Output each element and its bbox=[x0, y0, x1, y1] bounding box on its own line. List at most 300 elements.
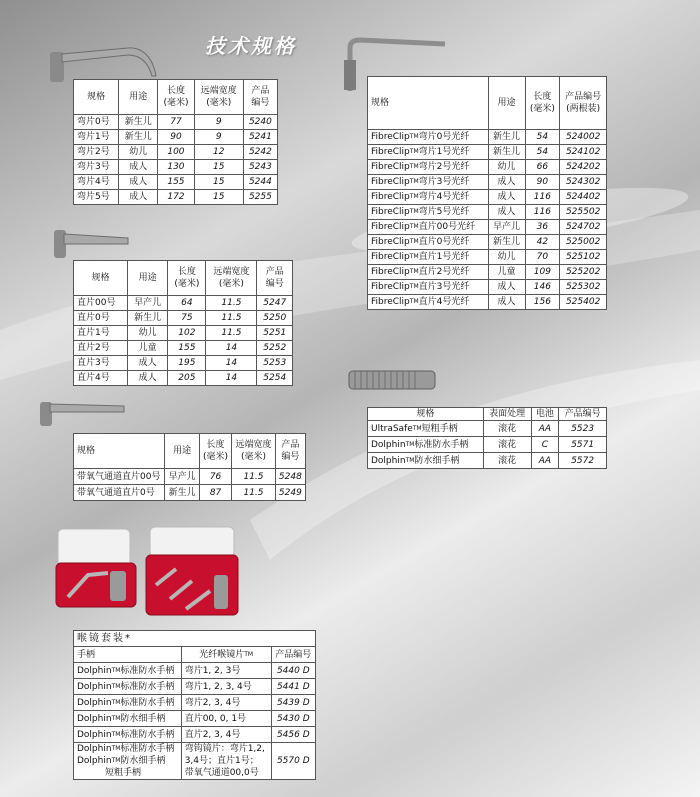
cell: 新生儿 bbox=[488, 145, 525, 160]
cell: 524302 bbox=[560, 175, 607, 190]
trademark-sup: TM bbox=[111, 682, 121, 690]
cell: 525102 bbox=[560, 250, 607, 265]
brand: FibreClip bbox=[371, 237, 410, 247]
page-title: 技术规格 bbox=[205, 34, 297, 58]
table-row bbox=[74, 371, 293, 386]
model: 直片3号光纤 bbox=[418, 282, 470, 292]
table-row bbox=[74, 115, 278, 130]
cell: 11.5 bbox=[206, 326, 257, 341]
cell: 带氧气通道直片00号 bbox=[74, 469, 165, 485]
brand: Dolphin bbox=[77, 744, 112, 754]
table-row bbox=[74, 296, 293, 311]
cell: 14 bbox=[206, 356, 257, 371]
column-header: 产品编号 bbox=[559, 408, 607, 421]
cell: 11.5 bbox=[206, 311, 257, 326]
cell: 5571 bbox=[559, 437, 607, 453]
trademark-sup: TM bbox=[409, 298, 419, 305]
kits-title: 喉镜套装* bbox=[74, 631, 316, 647]
straight-blades-table bbox=[73, 260, 293, 386]
table-row bbox=[74, 160, 278, 175]
cell: 弯片2号 bbox=[74, 145, 119, 160]
cell bbox=[368, 280, 489, 295]
column-header: 产品 编号 bbox=[257, 261, 293, 296]
trademark-sup: TM bbox=[409, 163, 419, 170]
model: 防水细手柄 bbox=[414, 455, 460, 466]
handle-text: 标准防水手柄 bbox=[120, 697, 175, 708]
cell: 42 bbox=[525, 235, 560, 250]
cell: 直片4号 bbox=[74, 371, 128, 386]
cell bbox=[368, 145, 489, 160]
column-header: 远端宽度 (毫米) bbox=[232, 434, 275, 469]
cell: 5249 bbox=[275, 485, 305, 501]
cell: 66 bbox=[525, 160, 560, 175]
trademark-sup: TM bbox=[409, 223, 419, 230]
brand: Dolphin bbox=[77, 665, 112, 676]
table-row bbox=[368, 421, 607, 437]
cell: 524002 bbox=[560, 130, 607, 145]
cell: 5250 bbox=[257, 311, 293, 326]
cell: 成人 bbox=[488, 175, 525, 190]
model: 直片0号光纤 bbox=[418, 237, 470, 247]
trademark-sup: TM bbox=[405, 440, 415, 448]
table-row bbox=[74, 679, 316, 695]
table-row bbox=[368, 437, 607, 453]
trademark-sup: TM bbox=[111, 666, 121, 674]
cell: C bbox=[531, 437, 559, 453]
table-row bbox=[74, 145, 278, 160]
cell: 5242 bbox=[243, 145, 277, 160]
curved-blades-table bbox=[73, 79, 278, 205]
brand: Dolphin bbox=[77, 713, 112, 724]
cell: 弯片4号 bbox=[74, 175, 119, 190]
table-row bbox=[74, 130, 278, 145]
model: 弯片0号光纤 bbox=[418, 132, 470, 142]
cell: 直片3号 bbox=[74, 356, 128, 371]
column-header: 规格 bbox=[74, 80, 119, 115]
cell: 新生儿 bbox=[127, 311, 167, 326]
cell bbox=[368, 421, 484, 437]
cell bbox=[368, 205, 489, 220]
column-header: 长度 (毫米) bbox=[525, 77, 560, 130]
cell: 90 bbox=[158, 130, 195, 145]
cell: 5251 bbox=[257, 326, 293, 341]
cell: 195 bbox=[168, 356, 206, 371]
column-header: 产品 编号 bbox=[275, 434, 305, 469]
cell: 5439 D bbox=[271, 695, 315, 711]
cell: 54 bbox=[525, 145, 560, 160]
trademark-sup: TM bbox=[111, 714, 121, 722]
cell: 525202 bbox=[560, 265, 607, 280]
trademark-sup: TM bbox=[111, 698, 121, 706]
table-header-row bbox=[74, 434, 306, 469]
cell: 直片1号 bbox=[74, 326, 128, 341]
cell-line: 短粗手柄 bbox=[105, 768, 142, 778]
cell: 15 bbox=[194, 160, 243, 175]
cell: 滚花 bbox=[483, 421, 531, 437]
cell: 弯片1, 2, 3号 bbox=[181, 663, 271, 679]
cell: 5441 D bbox=[271, 679, 315, 695]
cell bbox=[74, 711, 182, 727]
table-row bbox=[74, 356, 293, 371]
cell: 11.5 bbox=[232, 469, 275, 485]
brand: FibreClip bbox=[371, 297, 410, 307]
model: 弯片5号光纤 bbox=[418, 207, 470, 217]
cell: 75 bbox=[168, 311, 206, 326]
table-row bbox=[74, 743, 316, 780]
cell: 525002 bbox=[560, 235, 607, 250]
cell-line: 带氧气通道00,0号 bbox=[184, 768, 259, 778]
column-header: 手柄 bbox=[74, 647, 182, 663]
cell: 5248 bbox=[275, 469, 305, 485]
cell: 直片00号 bbox=[74, 296, 128, 311]
cell bbox=[368, 175, 489, 190]
column-header: 用途 bbox=[165, 434, 199, 469]
cell: 早产儿 bbox=[488, 220, 525, 235]
handle-text: 标准防水手柄 bbox=[120, 665, 175, 676]
column-header: 表面处理 bbox=[483, 408, 531, 421]
table-row bbox=[74, 341, 293, 356]
kits-title-row bbox=[74, 631, 316, 647]
column-header: 长度 (毫米) bbox=[158, 80, 195, 115]
cell: 幼儿 bbox=[488, 250, 525, 265]
cell: 成人 bbox=[127, 371, 167, 386]
cell: 早产儿 bbox=[165, 469, 199, 485]
cell bbox=[74, 743, 182, 780]
cell: 155 bbox=[158, 175, 195, 190]
cell: AA bbox=[531, 453, 559, 469]
table-row bbox=[368, 453, 607, 469]
trademark-sup: TM bbox=[409, 208, 419, 215]
brand: FibreClip bbox=[371, 267, 410, 277]
table-row bbox=[368, 220, 607, 235]
cell: 130 bbox=[158, 160, 195, 175]
cell: 116 bbox=[525, 190, 560, 205]
cell: 弯片3号 bbox=[74, 160, 119, 175]
column-header: 产品编号 bbox=[271, 647, 315, 663]
table-row bbox=[74, 485, 306, 501]
cell bbox=[74, 727, 182, 743]
cell: 新生儿 bbox=[488, 130, 525, 145]
cell: 滚花 bbox=[483, 453, 531, 469]
cell bbox=[368, 295, 489, 310]
cell: 弯片1号 bbox=[74, 130, 119, 145]
model: 弯片3号光纤 bbox=[418, 177, 470, 187]
cell bbox=[368, 190, 489, 205]
cell bbox=[368, 437, 484, 453]
cell: 77 bbox=[158, 115, 195, 130]
cell: 54 bbox=[525, 130, 560, 145]
cell: 5247 bbox=[257, 296, 293, 311]
trademark-sup: TM bbox=[409, 283, 419, 290]
cell: 5243 bbox=[243, 160, 277, 175]
cell: 5255 bbox=[243, 190, 277, 205]
trademark-sup: TM bbox=[111, 757, 121, 764]
cell bbox=[74, 663, 182, 679]
cell-line: 弯钩镜片：弯片1,2, bbox=[184, 744, 265, 754]
cell: 12 bbox=[194, 145, 243, 160]
trademark-sup: TM bbox=[409, 148, 419, 155]
straight-blade-image bbox=[52, 226, 132, 262]
cell: 早产儿 bbox=[127, 296, 167, 311]
fibreclip-table bbox=[367, 76, 607, 310]
brand: FibreClip bbox=[371, 207, 410, 217]
cell: 成人 bbox=[119, 160, 158, 175]
trademark-sup: TM bbox=[409, 193, 419, 200]
cell: 弯片2, 3, 4号 bbox=[181, 695, 271, 711]
cell: 9 bbox=[194, 115, 243, 130]
cell: 14 bbox=[206, 341, 257, 356]
trademark-sup: TM bbox=[111, 730, 121, 738]
brand: Dolphin bbox=[77, 681, 112, 692]
column-header: 长度 (毫米) bbox=[168, 261, 206, 296]
column-header: 规格 bbox=[368, 77, 489, 130]
cell: 5430 D bbox=[271, 711, 315, 727]
model: 直片00号光纤 bbox=[418, 222, 476, 232]
cell bbox=[368, 265, 489, 280]
column-header: 长度 (毫米) bbox=[199, 434, 231, 469]
oxygen-blades-table bbox=[73, 433, 306, 501]
trademark-sup: TM bbox=[409, 268, 419, 275]
table-header-row bbox=[74, 261, 293, 296]
oxygen-blade-image bbox=[38, 398, 128, 428]
table-row bbox=[368, 265, 607, 280]
cell-line: 3,4号；直片1号； bbox=[184, 756, 259, 766]
cell: 成人 bbox=[119, 175, 158, 190]
brand: Dolphin bbox=[371, 439, 406, 450]
cell: 直片2号 bbox=[74, 341, 128, 356]
column-header: 规格 bbox=[74, 261, 128, 296]
table-row bbox=[368, 145, 607, 160]
cell bbox=[368, 250, 489, 265]
cell: 5253 bbox=[257, 356, 293, 371]
cell: 15 bbox=[194, 175, 243, 190]
trademark-sup: TM bbox=[111, 745, 121, 752]
cell: 新生儿 bbox=[488, 235, 525, 250]
cell bbox=[74, 695, 182, 711]
table-row bbox=[74, 727, 316, 743]
trademark-sup: TM bbox=[409, 178, 419, 185]
cell: 155 bbox=[168, 341, 206, 356]
cell: 5570 D bbox=[271, 743, 315, 780]
handle-text: 防水细手柄 bbox=[120, 713, 166, 724]
cell: 直片2, 3, 4号 bbox=[181, 727, 271, 743]
table-row bbox=[74, 663, 316, 679]
cell: 新生儿 bbox=[119, 115, 158, 130]
trademark-sup: TM bbox=[409, 238, 419, 245]
trademark-sup: TM bbox=[405, 456, 415, 464]
cell: 儿童 bbox=[127, 341, 167, 356]
cell: 直片00, 0, 1号 bbox=[181, 711, 271, 727]
brand: Dolphin bbox=[77, 756, 112, 766]
cell: 524702 bbox=[560, 220, 607, 235]
cell bbox=[368, 160, 489, 175]
model: 短粗手柄 bbox=[421, 423, 458, 434]
cell: AA bbox=[531, 421, 559, 437]
table-row bbox=[74, 311, 293, 326]
cell: 弯片1, 2, 3, 4号 bbox=[181, 679, 271, 695]
cell: 102 bbox=[168, 326, 206, 341]
brand: FibreClip bbox=[371, 252, 410, 262]
table-header-row bbox=[368, 408, 607, 421]
column-header-text: 光纤喉镜片 bbox=[199, 649, 245, 660]
cell bbox=[368, 130, 489, 145]
cell: 9 bbox=[194, 130, 243, 145]
handle-text: 标准防水手柄 bbox=[120, 681, 175, 692]
model: 直片4号光纤 bbox=[418, 297, 470, 307]
brand: FibreClip bbox=[371, 177, 410, 187]
table-row bbox=[74, 175, 278, 190]
cell: 11.5 bbox=[206, 296, 257, 311]
column-header: 规格 bbox=[74, 434, 165, 469]
cell: 11.5 bbox=[232, 485, 275, 501]
kit-case-white-image bbox=[48, 527, 143, 612]
cell: 172 bbox=[158, 190, 195, 205]
table-row bbox=[368, 250, 607, 265]
handle-text: 防水细手柄 bbox=[120, 756, 166, 766]
cell: 成人 bbox=[488, 295, 525, 310]
table-row bbox=[368, 295, 607, 310]
column-header: 产品编号 (两根装) bbox=[560, 77, 607, 130]
cell: 100 bbox=[158, 145, 195, 160]
brand: FibreClip bbox=[371, 192, 410, 202]
cell: 5456 D bbox=[271, 727, 315, 743]
cell: 14 bbox=[206, 371, 257, 386]
column-header: 用途 bbox=[127, 261, 167, 296]
table-row bbox=[368, 235, 607, 250]
table-header-row bbox=[74, 647, 316, 663]
brand: Dolphin bbox=[371, 455, 406, 466]
cell: 弯片0号 bbox=[74, 115, 119, 130]
cell: 36 bbox=[525, 220, 560, 235]
cell: 新生儿 bbox=[119, 130, 158, 145]
model: 弯片1号光纤 bbox=[418, 147, 470, 157]
table-header-row bbox=[74, 80, 278, 115]
table-row bbox=[368, 130, 607, 145]
column-header: 用途 bbox=[488, 77, 525, 130]
cell: 524202 bbox=[560, 160, 607, 175]
cell: 146 bbox=[525, 280, 560, 295]
cell: 新生儿 bbox=[165, 485, 199, 501]
cell: 成人 bbox=[488, 205, 525, 220]
trademark-sup: TM bbox=[409, 253, 419, 260]
column-header: 远端宽度 (毫米) bbox=[194, 80, 243, 115]
column-header: 用途 bbox=[119, 80, 158, 115]
cell bbox=[181, 743, 271, 780]
cell: 5252 bbox=[257, 341, 293, 356]
handles-table bbox=[367, 407, 607, 469]
cell: 524102 bbox=[560, 145, 607, 160]
cell: 5572 bbox=[559, 453, 607, 469]
cell: 5241 bbox=[243, 130, 277, 145]
cell bbox=[74, 679, 182, 695]
model: 直片2号光纤 bbox=[418, 267, 470, 277]
table-row bbox=[74, 190, 278, 205]
cell: 幼儿 bbox=[119, 145, 158, 160]
kits-table bbox=[73, 630, 316, 780]
table-row bbox=[74, 469, 306, 485]
cell: 15 bbox=[194, 190, 243, 205]
brand: Dolphin bbox=[77, 729, 112, 740]
table-row bbox=[74, 326, 293, 341]
table-row bbox=[368, 280, 607, 295]
cell: 成人 bbox=[127, 356, 167, 371]
handle-image bbox=[345, 365, 445, 395]
cell: 90 bbox=[525, 175, 560, 190]
cell: 525502 bbox=[560, 205, 607, 220]
cell-line bbox=[77, 743, 178, 755]
cell: 成人 bbox=[488, 190, 525, 205]
cell: 205 bbox=[168, 371, 206, 386]
cell: 5254 bbox=[257, 371, 293, 386]
cell: 成人 bbox=[488, 280, 525, 295]
cell: 带氧气通道直片0号 bbox=[74, 485, 165, 501]
table-row bbox=[368, 205, 607, 220]
cell: 幼儿 bbox=[488, 160, 525, 175]
model: 弯片4号光纤 bbox=[418, 192, 470, 202]
cell: 幼儿 bbox=[127, 326, 167, 341]
trademark-sup: TM bbox=[244, 650, 254, 658]
cell: 525302 bbox=[560, 280, 607, 295]
table-header-row bbox=[368, 77, 607, 130]
cell-line bbox=[77, 755, 178, 767]
model: 标准防水手柄 bbox=[414, 439, 469, 450]
cell: 5240 bbox=[243, 115, 277, 130]
cell: 直片0号 bbox=[74, 311, 128, 326]
cell: 儿童 bbox=[488, 265, 525, 280]
table-row bbox=[368, 175, 607, 190]
cell: 70 bbox=[525, 250, 560, 265]
column-header: 规格 bbox=[368, 408, 484, 421]
brand: FibreClip bbox=[371, 282, 410, 292]
brand: FibreClip bbox=[371, 162, 410, 172]
cell bbox=[368, 235, 489, 250]
table-row bbox=[74, 695, 316, 711]
brand: Dolphin bbox=[77, 697, 112, 708]
cell bbox=[368, 220, 489, 235]
cell: 成人 bbox=[119, 190, 158, 205]
cell: 525402 bbox=[560, 295, 607, 310]
brand: UltraSafe bbox=[371, 423, 413, 434]
cell: 156 bbox=[525, 295, 560, 310]
table-row bbox=[368, 190, 607, 205]
cell: 5523 bbox=[559, 421, 607, 437]
trademark-sup: TM bbox=[409, 133, 419, 140]
table-row bbox=[74, 711, 316, 727]
model: 直片1号光纤 bbox=[418, 252, 470, 262]
column-header: 远端宽度 (毫米) bbox=[206, 261, 257, 296]
cell: 116 bbox=[525, 205, 560, 220]
model: 弯片2号光纤 bbox=[418, 162, 470, 172]
brand: FibreClip bbox=[371, 222, 410, 232]
cell bbox=[368, 453, 484, 469]
cell: 5440 D bbox=[271, 663, 315, 679]
handle-text: 标准防水手柄 bbox=[120, 729, 175, 740]
column-header: 电池 bbox=[531, 408, 559, 421]
table-row bbox=[368, 160, 607, 175]
brand: FibreClip bbox=[371, 147, 410, 157]
cell: 滚花 bbox=[483, 437, 531, 453]
kit-case-red-image bbox=[140, 525, 240, 620]
cell: 524402 bbox=[560, 190, 607, 205]
trademark-sup: TM bbox=[412, 424, 422, 432]
brand: FibreClip bbox=[371, 132, 410, 142]
cell: 弯片5号 bbox=[74, 190, 119, 205]
cell: 76 bbox=[199, 469, 231, 485]
column-header: 产品 编号 bbox=[243, 80, 277, 115]
column-header bbox=[181, 647, 271, 663]
cell: 5244 bbox=[243, 175, 277, 190]
cell: 64 bbox=[168, 296, 206, 311]
